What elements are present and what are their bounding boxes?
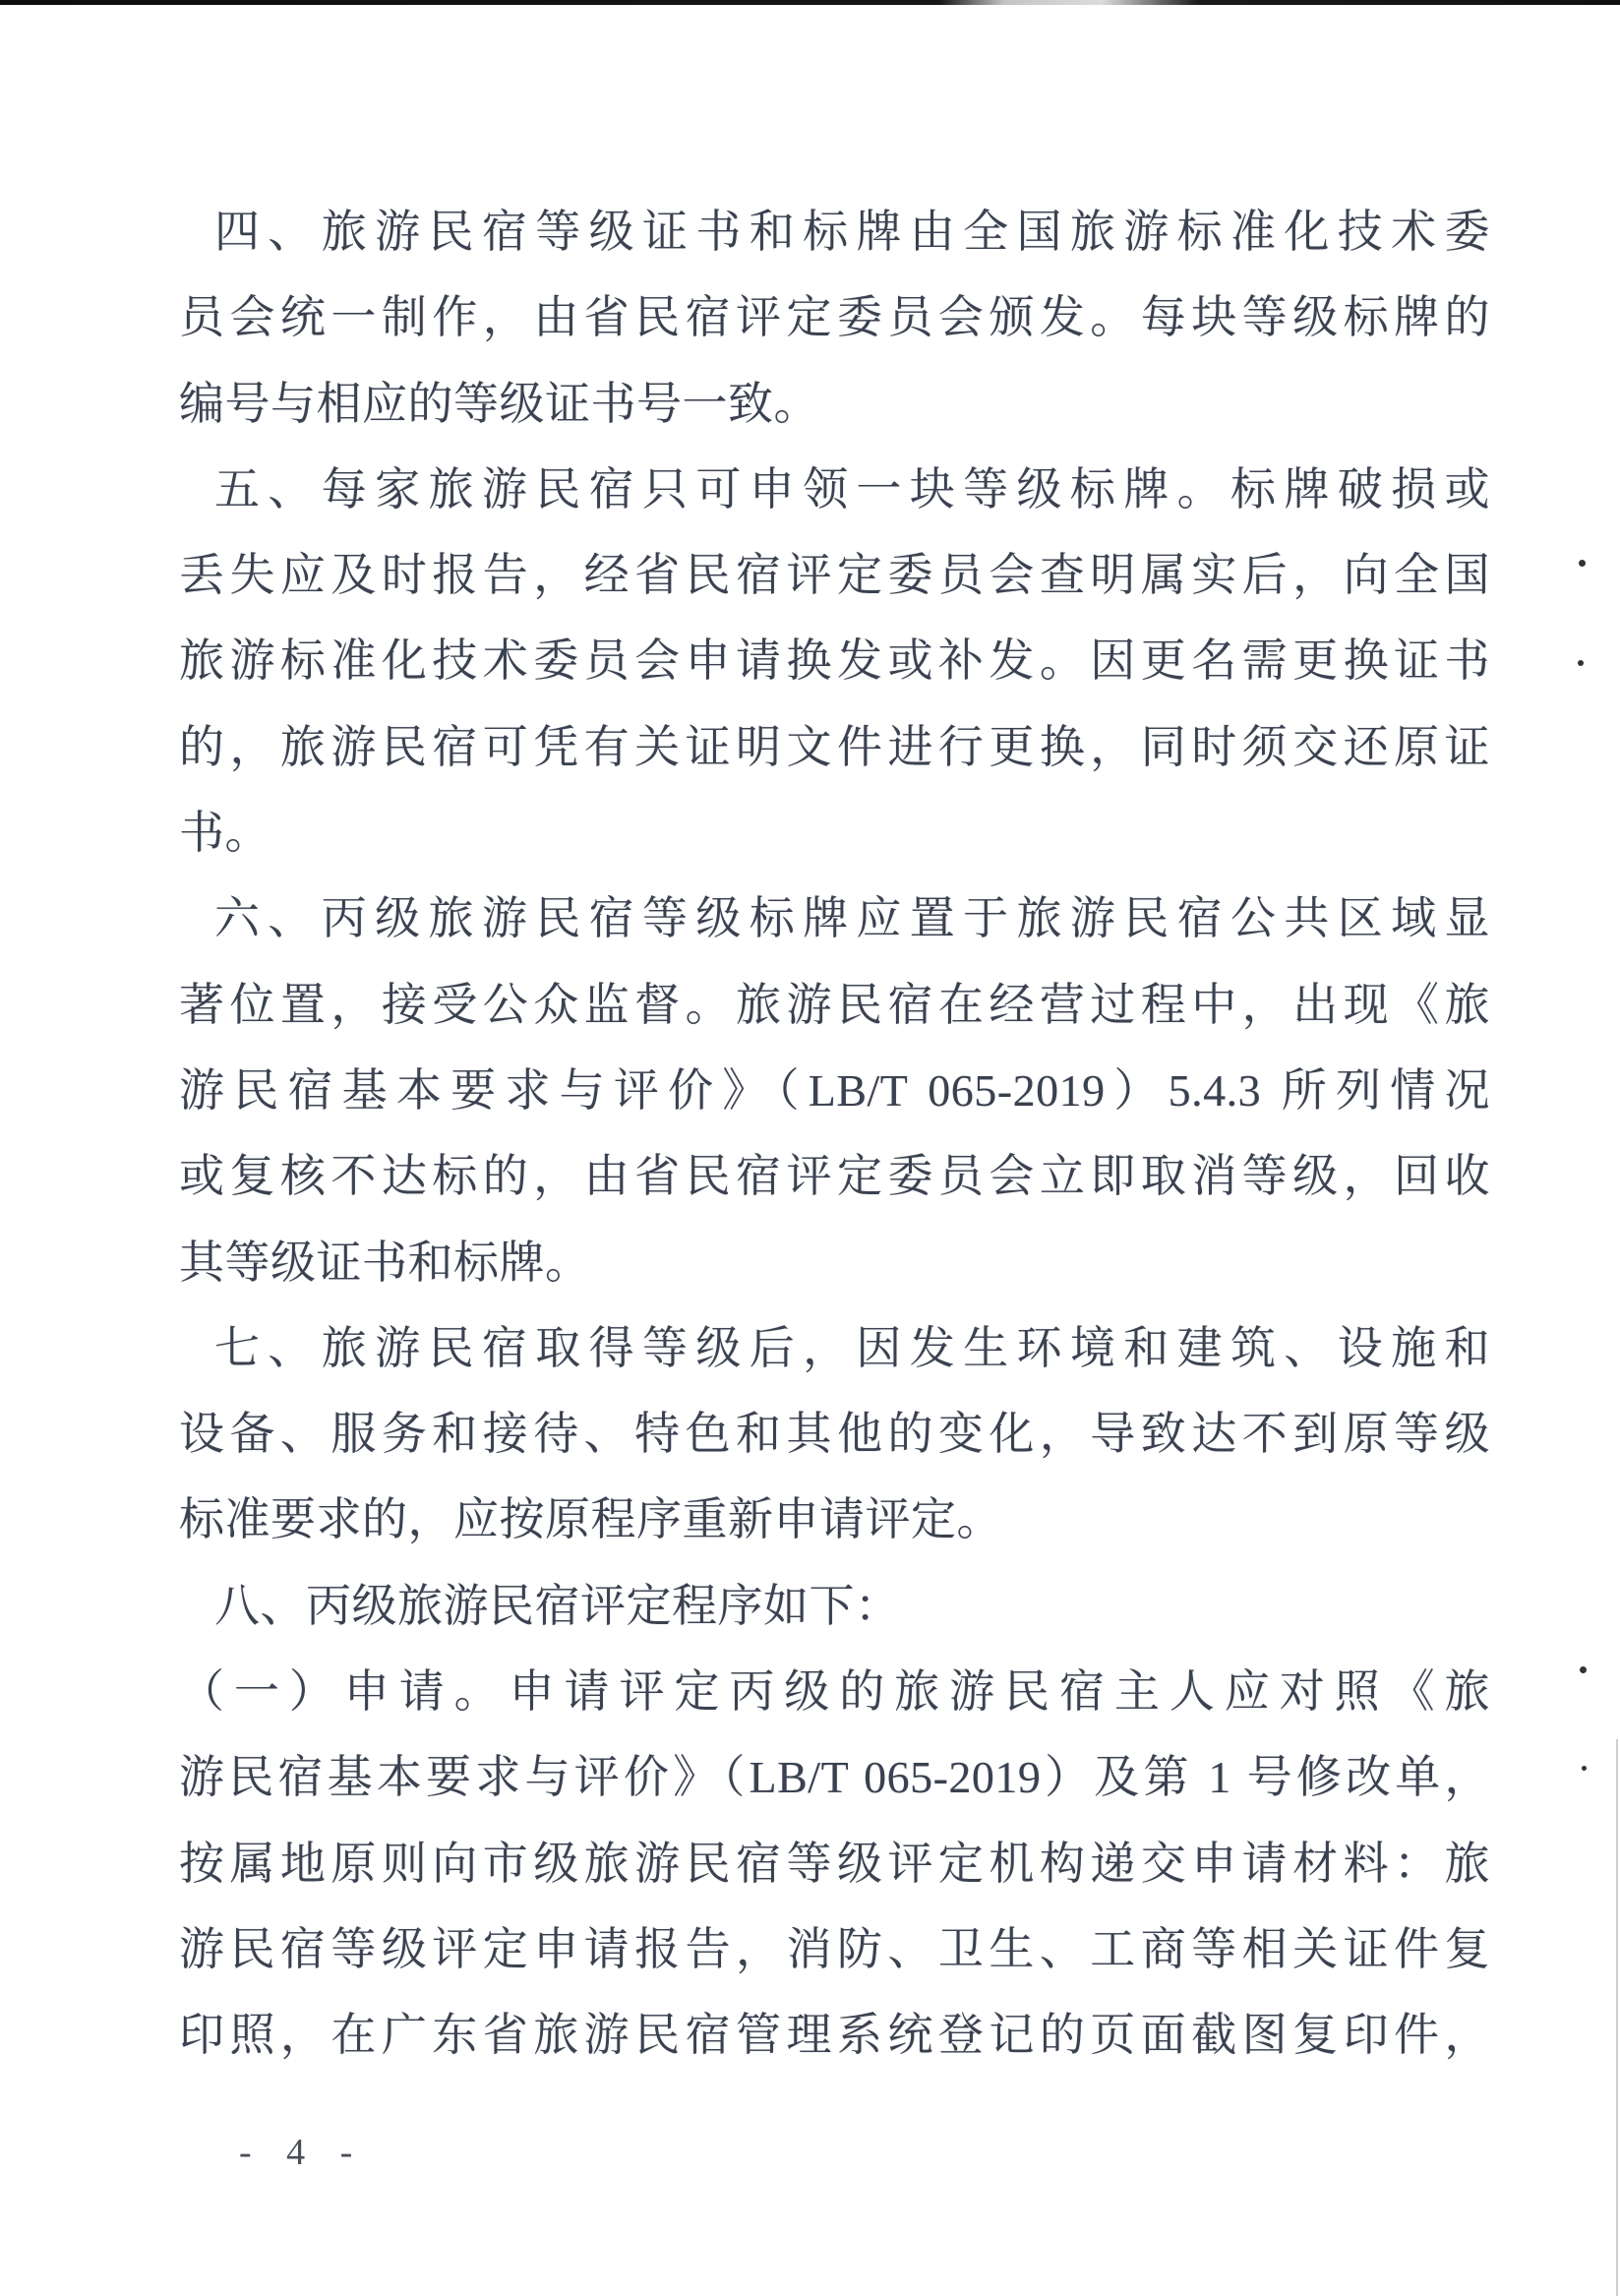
document-line: 游民宿等级评定申请报告，消防、卫生、工商等相关证件复	[179, 1923, 1490, 1974]
scan-speck	[1580, 1666, 1587, 1673]
document-line: 印照，在广东省旅游民宿管理系统登记的页面截图复印件，	[179, 2010, 1490, 2061]
document-line: 四、旅游民宿等级证书和标牌由全国旅游标准化技术委	[214, 207, 1490, 257]
document-line: 编号与相应的等级证书号一致。	[179, 378, 819, 429]
document-line: 设备、服务和接待、特色和其他的变化，导致达不到原等级	[179, 1409, 1490, 1460]
document-line: 游民宿基本要求与评价》（LB/T 065-2019）5.4.3 所列情况	[179, 1064, 1490, 1116]
document-line: 标准要求的，应按原程序重新申请评定。	[179, 1494, 1002, 1545]
document-line: 七、旅游民宿取得等级后，因发生环境和建筑、设施和	[214, 1322, 1490, 1373]
document-line: 或复核不达标的，由省民宿评定委员会立即取消等级，回收	[179, 1151, 1490, 1202]
document-line: 按属地原则向市级旅游民宿等级评定机构递交申请材料：旅	[179, 1838, 1490, 1889]
document-line: （一）申请。申请评定丙级的旅游民宿主人应对照《旅	[179, 1666, 1490, 1718]
document-line: 的，旅游民宿可凭有关证明文件进行更换，同时须交还原证	[179, 721, 1490, 772]
scan-speck	[1579, 560, 1586, 567]
document-body	[179, 189, 1490, 2079]
scan-top-edge-artifact	[0, 0, 1620, 5]
document-line: 其等级证书和标牌。	[179, 1237, 591, 1288]
scan-speck	[1582, 1766, 1587, 1771]
document-line: 六、丙级旅游民宿等级标牌应置于旅游民宿公共区域显	[214, 893, 1490, 944]
document-line: 著位置，接受公众监督。旅游民宿在经营过程中，出现《旅	[179, 979, 1490, 1030]
document-line: 游民宿基本要求与评价》（LB/T 065-2019）及第 1 号修改单，	[179, 1752, 1490, 1803]
document-line: 员会统一制作，由省民宿评定委员会颁发。每块等级标牌的	[179, 292, 1490, 343]
scan-right-edge-artifact	[1616, 1739, 1618, 2296]
document-line: 旅游标准化技术委员会申请换发或补发。因更名需更换证书	[179, 635, 1490, 687]
document-line: 五、每家旅游民宿只可申领一块等级标牌。标牌破损或	[214, 463, 1490, 514]
document-line: 丢失应及时报告，经省民宿评定委员会查明属实后，向全国	[179, 550, 1490, 601]
scan-speck	[1578, 660, 1584, 666]
document-line: 八、丙级旅游民宿评定程序如下：	[214, 1580, 901, 1631]
document-line: 书。	[179, 808, 270, 859]
page-number: - 4 -	[239, 2132, 366, 2173]
